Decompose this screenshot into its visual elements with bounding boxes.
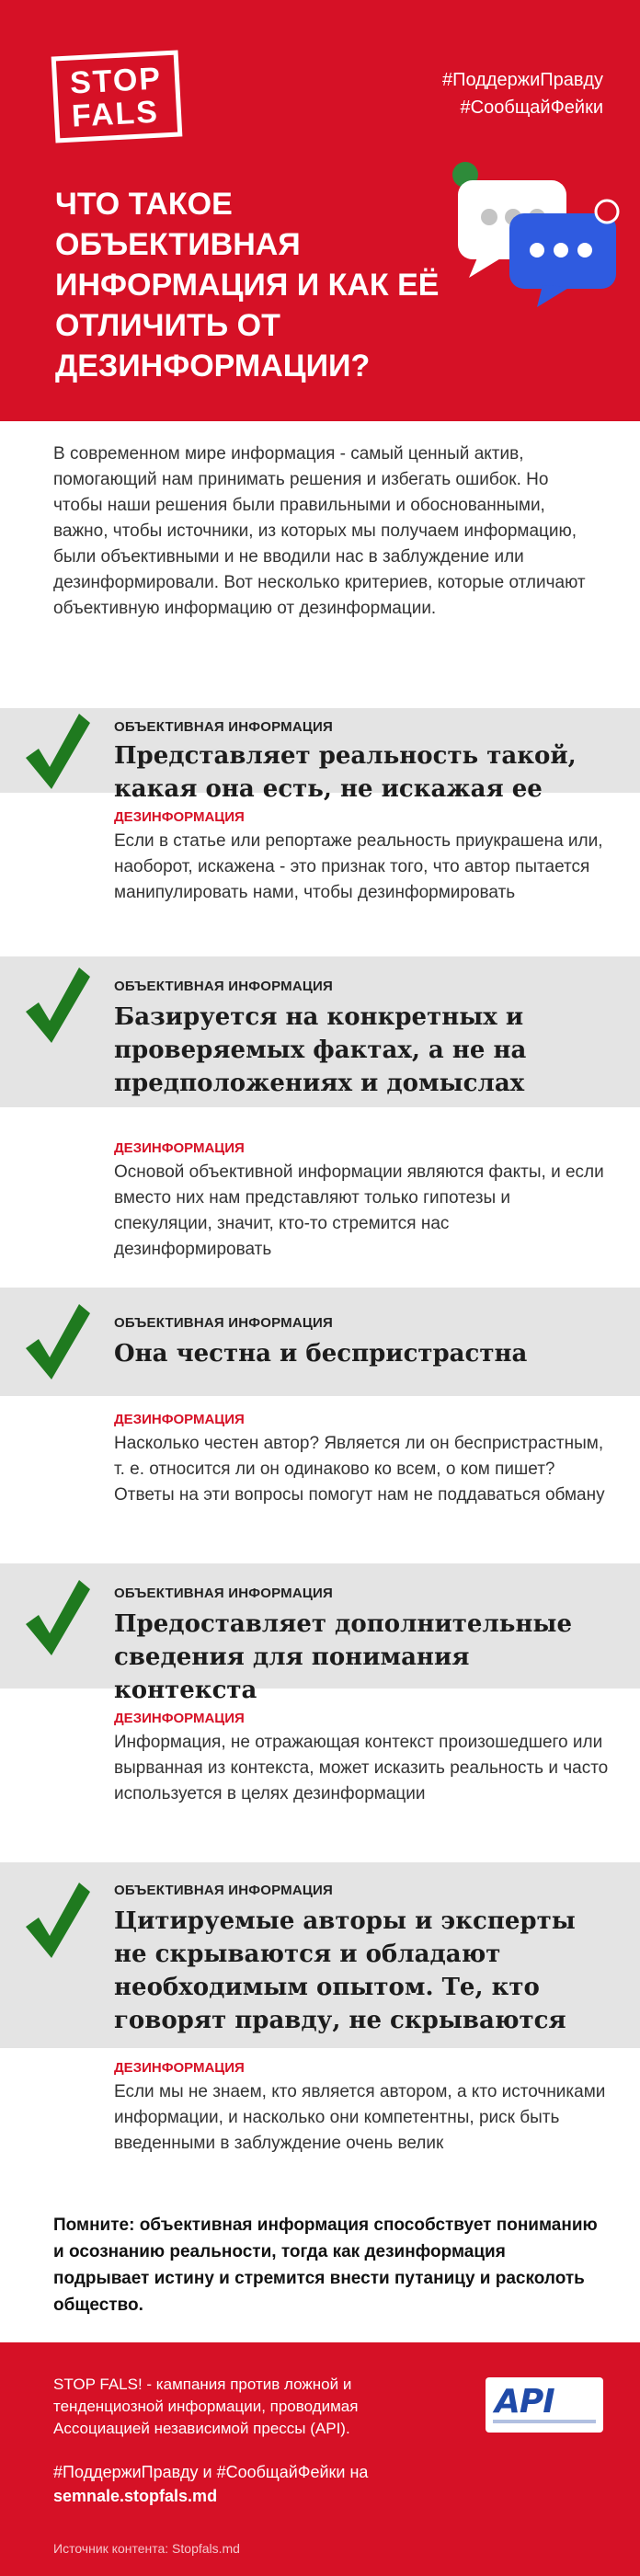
footer-hashtags — [53, 2460, 568, 2508]
checkmark-icon — [22, 1576, 92, 1659]
stop-fals-logo — [51, 50, 183, 143]
content-source: Источник контента: Stopfals.md — [53, 2541, 240, 2556]
footer-site-link[interactable]: semnale.stopfals.md — [53, 2487, 218, 2505]
chat-bubbles-icon — [441, 155, 625, 311]
objective-label: ОБЪЕКТИВНАЯ ИНФОРМАЦИЯ — [114, 1586, 333, 1601]
disinfo-text: Если в статье или репортаже реальность приукрашена или, наоборот, искажена - это признак того, что автор пытается манипулировать нами, чтобы дезинформировать — [114, 831, 603, 902]
objective-band-2 — [0, 956, 640, 1107]
footer-hashtags-text: #ПоддержиПравду и #СообщайФейки на — [53, 2463, 369, 2481]
api-logo-text: API — [495, 2383, 554, 2421]
hashtag-support-truth[interactable]: #ПоддержиПравду — [441, 70, 603, 90]
checkmark-icon — [22, 964, 92, 1047]
disinfo-label: ДЕЗИНФОРМАЦИЯ — [114, 2060, 245, 2076]
disinfo-block-4 — [114, 1711, 611, 1807]
disinfo-label: ДЕЗИНФОРМАЦИЯ — [114, 1412, 245, 1427]
objective-label: ОБЪЕКТИВНАЯ ИНФОРМАЦИЯ — [114, 1315, 333, 1331]
campaign-description: STOP FALS! - кампания против ложной и тенденциозной информации, проводимая Ассоциацией независимой прессы (API). — [53, 2376, 359, 2437]
disinfo-text: Информация, не отражающая контекст произошедшего или вырванная из контекста, может исказить реальность и часто используется в целях дезинформации — [114, 1733, 609, 1803]
objective-label: ОБЪЕКТИВНАЯ ИНФОРМАЦИЯ — [114, 1883, 333, 1898]
objective-text: Представляет реальность такой, какая она есть, не искажая ее — [114, 742, 577, 803]
footer — [0, 2342, 640, 2576]
objective-band-5 — [0, 1862, 640, 2048]
hashtag-report-fakes[interactable]: #СообщайФейки — [460, 97, 603, 118]
disinfo-label: ДЕЗИНФОРМАЦИЯ — [114, 1140, 245, 1156]
disinfo-block-5 — [114, 2060, 611, 2157]
disinfo-block-2 — [114, 1140, 611, 1263]
api-logo-underline — [493, 2420, 596, 2423]
intro-paragraph: В современном мире информация - самый ценный актив, помогающий нам принимать решения и избегать ошибок. Но чтобы наши решения были правильными и обоснованными, важно, чтобы источники, из которых мы получаем информацию, были объективными и не вводили нас в заблуждение или дезинформировали. Вот несколько критериев, которые отличают объективную информацию от дезинформации. — [53, 444, 586, 618]
objective-band-4 — [0, 1563, 640, 1704]
hashtags — [442, 66, 603, 121]
objective-band-3 — [0, 1288, 640, 1396]
objective-text: Предоставляет дополнительные сведения для понимания контекста — [114, 1610, 572, 1704]
objective-label: ОБЪЕКТИВНАЯ ИНФОРМАЦИЯ — [114, 719, 333, 735]
disinfo-text: Насколько честен автор? Является ли он беспристрастным, т. е. относится ли он одинаково ко всем, о ком пишет? Ответы на эти вопросы помогут нам не поддаваться обману — [114, 1434, 605, 1505]
disinfo-text: Если мы не знаем, кто является автором, а кто источниками информации, и насколько они компетентны, риск быть введенными в заблуждение очень велик — [114, 2082, 606, 2153]
objective-text: Она честна и беспристрастна — [114, 1340, 528, 1368]
checkmark-icon — [22, 1300, 92, 1383]
remember-note: Помните: объективная информация способствует пониманию и осознанию реальности, тогда как дезинформация подрывает истину и стремится внести путаницу и расколоть общество. — [53, 2215, 598, 2315]
checkmark-icon — [22, 1879, 92, 1962]
page-title: ЧТО ТАКОЕ ОБЪЕКТИВНАЯ ИНФОРМАЦИЯ И КАК ЕЁ ОТЛИЧИТЬ ОТ ДЕЗИНФОРМАЦИИ? — [55, 187, 440, 384]
logo-line-2: FALS — [71, 94, 160, 134]
api-logo — [486, 2377, 603, 2433]
objective-band-1 — [0, 708, 640, 803]
disinfo-label: ДЕЗИНФОРМАЦИЯ — [114, 809, 245, 825]
objective-text: Цитируемые авторы и эксперты не скрываются и обладают необходимым опытом. Те, кто говорят правду, не скрываются — [114, 1907, 576, 2034]
disinfo-block-3 — [114, 1412, 611, 1508]
checkmark-icon — [22, 710, 92, 793]
disinfo-label: ДЕЗИНФОРМАЦИЯ — [114, 1711, 245, 1726]
logo-line-1: STOP — [69, 61, 164, 101]
disinfo-block-1 — [114, 809, 611, 906]
objective-text: Базируется на конкретных и проверяемых фактах, а не на предположениях и домыслах — [114, 1003, 527, 1097]
disinfo-text: Основой объективной информации являются факты, и если вместо них нам представляют только гипотезы и спекуляции, значит, кто-то стремится нас дезинформировать — [114, 1162, 604, 1259]
header-banner — [0, 0, 640, 421]
objective-label: ОБЪЕКТИВНАЯ ИНФОРМАЦИЯ — [114, 979, 333, 994]
